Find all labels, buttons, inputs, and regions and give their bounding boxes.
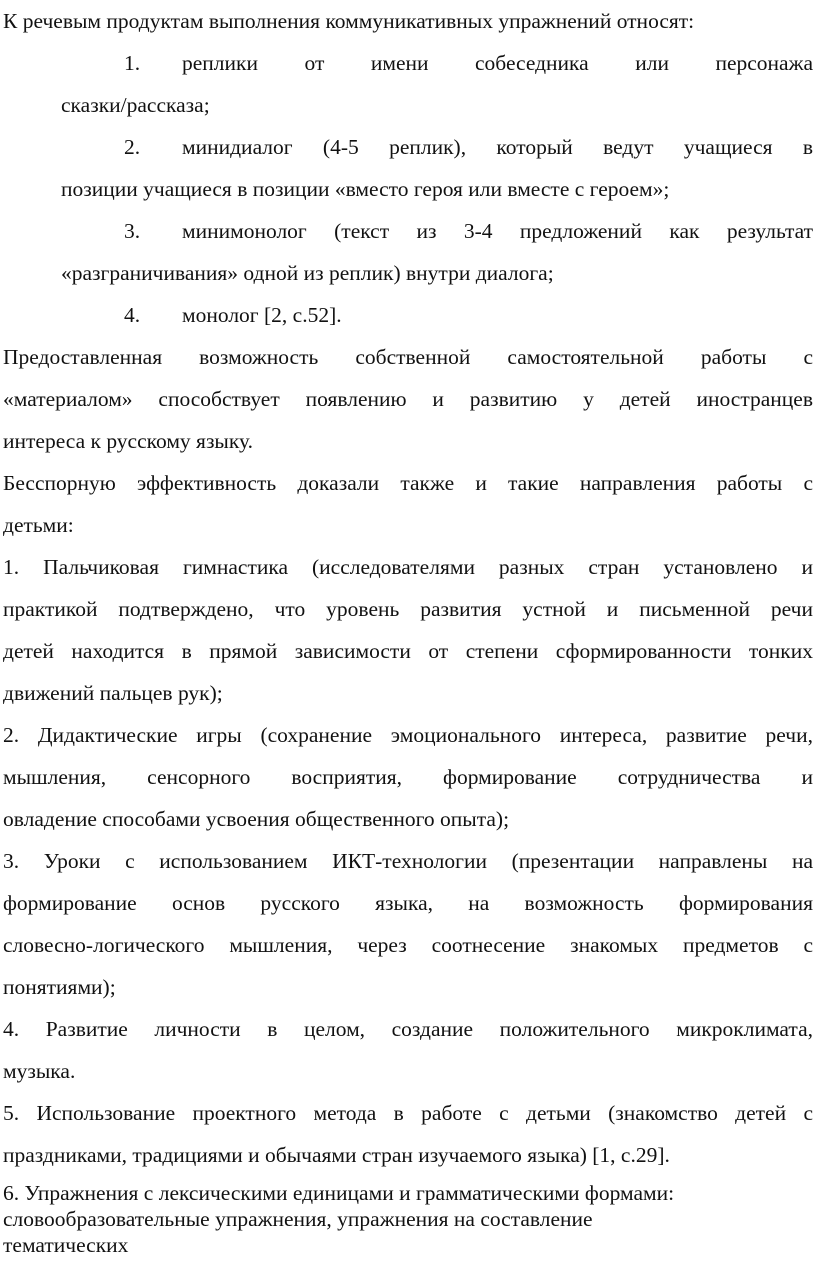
- list-item-number: 1.: [124, 51, 141, 75]
- direction-item: [3, 546, 813, 714]
- direction-line: формирование основ русского языка, на возможность формирования: [3, 891, 813, 915]
- list-item-number: 2.: [124, 135, 141, 159]
- direction-item: [3, 840, 813, 1008]
- numbered-list-item: [3, 210, 813, 294]
- direction-item: [3, 1008, 813, 1092]
- paragraph-line: интереса к русскому языку.: [3, 429, 253, 453]
- direction-line: понятиями);: [3, 975, 116, 999]
- paragraph-line: «материалом» способствует появлению и развитию у детей иностранцев: [3, 387, 813, 411]
- list-item-first-line: [124, 42, 813, 84]
- paragraph-line: Предоставленная возможность собственной самостоятельной работы с: [3, 345, 813, 369]
- exercise-line: 6. Упражнения с лексическими единицами и грамматическими формами:: [3, 1181, 675, 1205]
- list-item-text: минидиалог (4-5 реплик), который ведут учащиеся в: [182, 135, 813, 159]
- direction-line: мышления, сенсорного восприятия, формирование сотрудничества и: [3, 765, 813, 789]
- direction-item: [3, 714, 813, 840]
- intro-line: К речевым продуктам выполнения коммуникативных упражнений относят:: [3, 9, 695, 33]
- direction-line: овладение способами усвоения общественного опыта);: [3, 807, 510, 831]
- direction-line: праздниками, традициями и обычаями стран изучаемого языка) [1, с.29].: [3, 1143, 670, 1167]
- paragraph: [3, 462, 813, 546]
- direction-line: 4. Развитие личности в целом, создание положительного микроклимата,: [3, 1017, 813, 1041]
- list-item-number: 3.: [124, 219, 141, 243]
- list-item-continuation: сказки/рассказа;: [61, 93, 210, 117]
- list-item-first-line: [124, 210, 813, 252]
- paragraph-line: Бесспорную эффективность доказали также и такие направления работы с: [3, 471, 813, 495]
- paragraph: [3, 336, 813, 462]
- list-item-first-line: [124, 294, 813, 336]
- direction-line: движений пальцев рук);: [3, 681, 223, 705]
- numbered-list-item: [3, 42, 813, 126]
- direction-line: словесно-логического мышления, через соотнесение знакомых предметов с: [3, 933, 813, 957]
- exercise-item: [3, 1180, 813, 1258]
- paragraph-line: детьми:: [3, 513, 74, 537]
- exercise-line: тематических: [3, 1233, 129, 1257]
- numbered-list-item: [3, 294, 813, 336]
- direction-line: музыка.: [3, 1059, 76, 1083]
- document-page: [3, 0, 813, 1258]
- list-item-first-line: [124, 126, 813, 168]
- list-item-continuation: «разграничивания» одной из реплик) внутри диалога;: [61, 261, 554, 285]
- direction-line: 3. Уроки с использованием ИКТ-технологии (презентации направлены на: [3, 849, 813, 873]
- list-item-text: минимонолог (текст из 3-4 предложений как результат: [182, 219, 813, 243]
- direction-line: 5. Использование проектного метода в работе с детьми (знакомство детей с: [3, 1101, 813, 1125]
- numbered-list-item: [3, 126, 813, 210]
- list-item-number: 4.: [124, 303, 141, 327]
- exercise-line: словообразовательные упражнения, упражнения на составление: [3, 1207, 593, 1231]
- direction-line: детей находится в прямой зависимости от степени сформированности тонких: [3, 639, 813, 663]
- list-item-continuation: позиции учащиеся в позиции «вместо героя или вместе с героем»;: [61, 177, 670, 201]
- list-item-text: монолог [2, с.52].: [182, 303, 342, 327]
- list-item-text: реплики от имени собеседника или персонажа: [182, 51, 813, 75]
- direction-line: 1. Пальчиковая гимнастика (исследователями разных стран установлено и: [3, 555, 813, 579]
- direction-item: [3, 1092, 813, 1176]
- direction-line: практикой подтверждено, что уровень развития устной и письменной речи: [3, 597, 813, 621]
- direction-line: 2. Дидактические игры (сохранение эмоционального интереса, развитие речи,: [3, 723, 813, 747]
